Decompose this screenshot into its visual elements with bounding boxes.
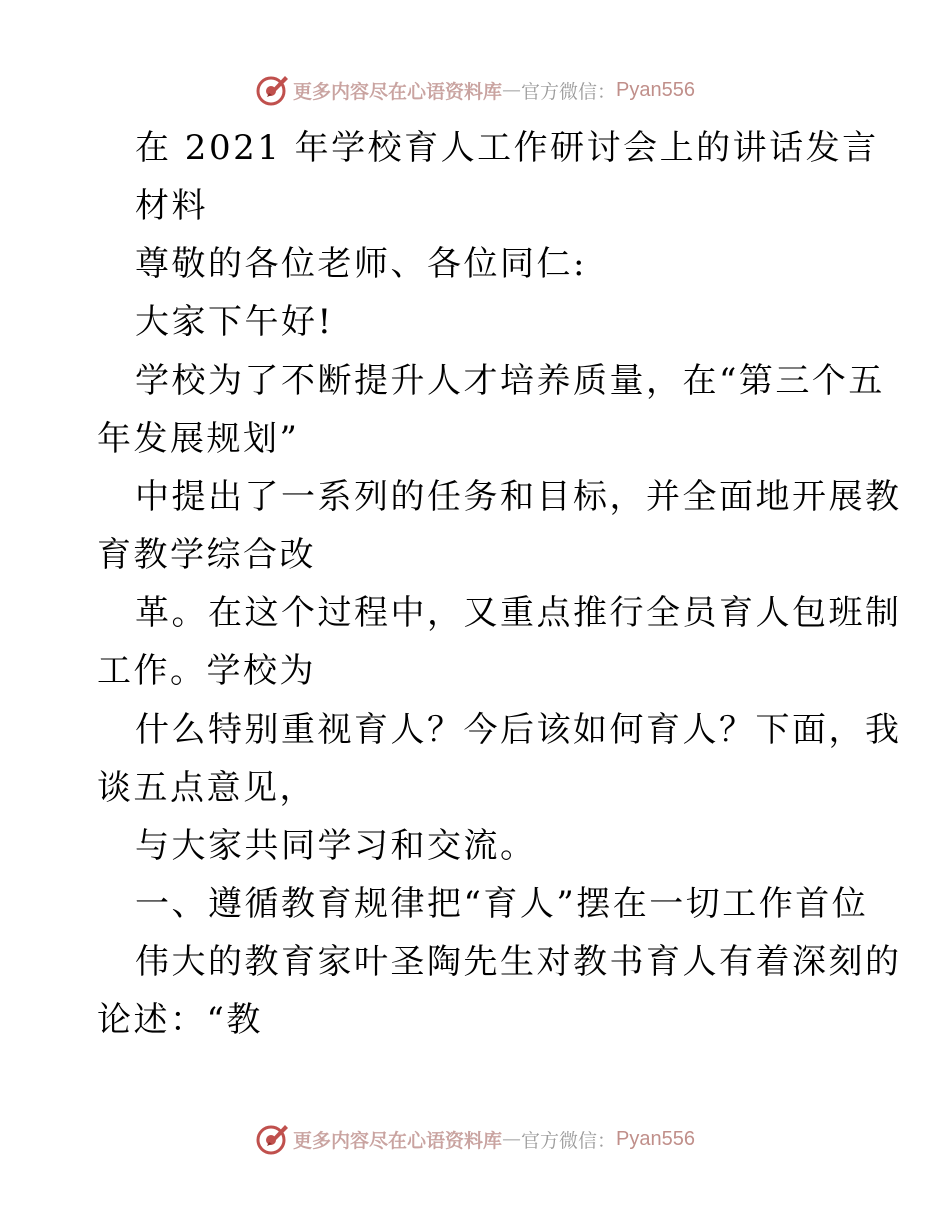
pen-logo-icon: [255, 73, 289, 107]
title-line-2: 材料: [135, 186, 208, 226]
paragraph-line: 育教学综合改: [97, 535, 316, 575]
watermark-wechat-id: Pyan556: [616, 78, 695, 101]
watermark-text: 更多内容尽在心语资料库: [293, 80, 503, 103]
paragraph-line: 年发展规划”: [97, 419, 300, 459]
title-line-1: 在 2021 年学校育人工作研讨会上的讲话发言: [135, 128, 879, 168]
section-heading: 一、遵循教育规律把“育人”摆在一切工作首位: [135, 884, 869, 924]
watermark-footer: [0, 1117, 950, 1161]
watermark-dash: —: [502, 1128, 522, 1150]
watermark-header: [0, 68, 950, 112]
paragraph-line: 学校为了不断提升人才培养质量，在“第三个五: [135, 361, 885, 401]
pen-logo-icon: [255, 1122, 289, 1156]
paragraph-line: 什么特别重视育人？今后该如何育人？下面，我: [135, 710, 902, 750]
watermark-dash: —: [502, 79, 522, 101]
paragraph-line: 谈五点意见，: [97, 768, 316, 808]
watermark-wechat-label: 官方微信：: [521, 80, 617, 103]
salutation: 尊敬的各位老师、各位同仁:: [135, 244, 587, 284]
watermark-wechat-label: 官方微信：: [521, 1129, 617, 1152]
paragraph-line: 与大家共同学习和交流。: [135, 826, 537, 866]
paragraph-line: 论述：“教: [97, 1000, 263, 1040]
paragraph-line: 革。在这个过程中，又重点推行全员育人包班制: [135, 593, 902, 633]
watermark-wechat-id: Pyan556: [616, 1127, 695, 1150]
greeting: 大家下午好!: [135, 302, 334, 342]
paragraph-line: 中提出了一系列的任务和目标，并全面地开展教: [135, 477, 902, 517]
paragraph-line: 伟大的教育家叶圣陶先生对教书育人有着深刻的: [135, 942, 902, 982]
paragraph-line: 工作。学校为: [97, 651, 316, 691]
watermark-text: 更多内容尽在心语资料库: [293, 1129, 503, 1152]
